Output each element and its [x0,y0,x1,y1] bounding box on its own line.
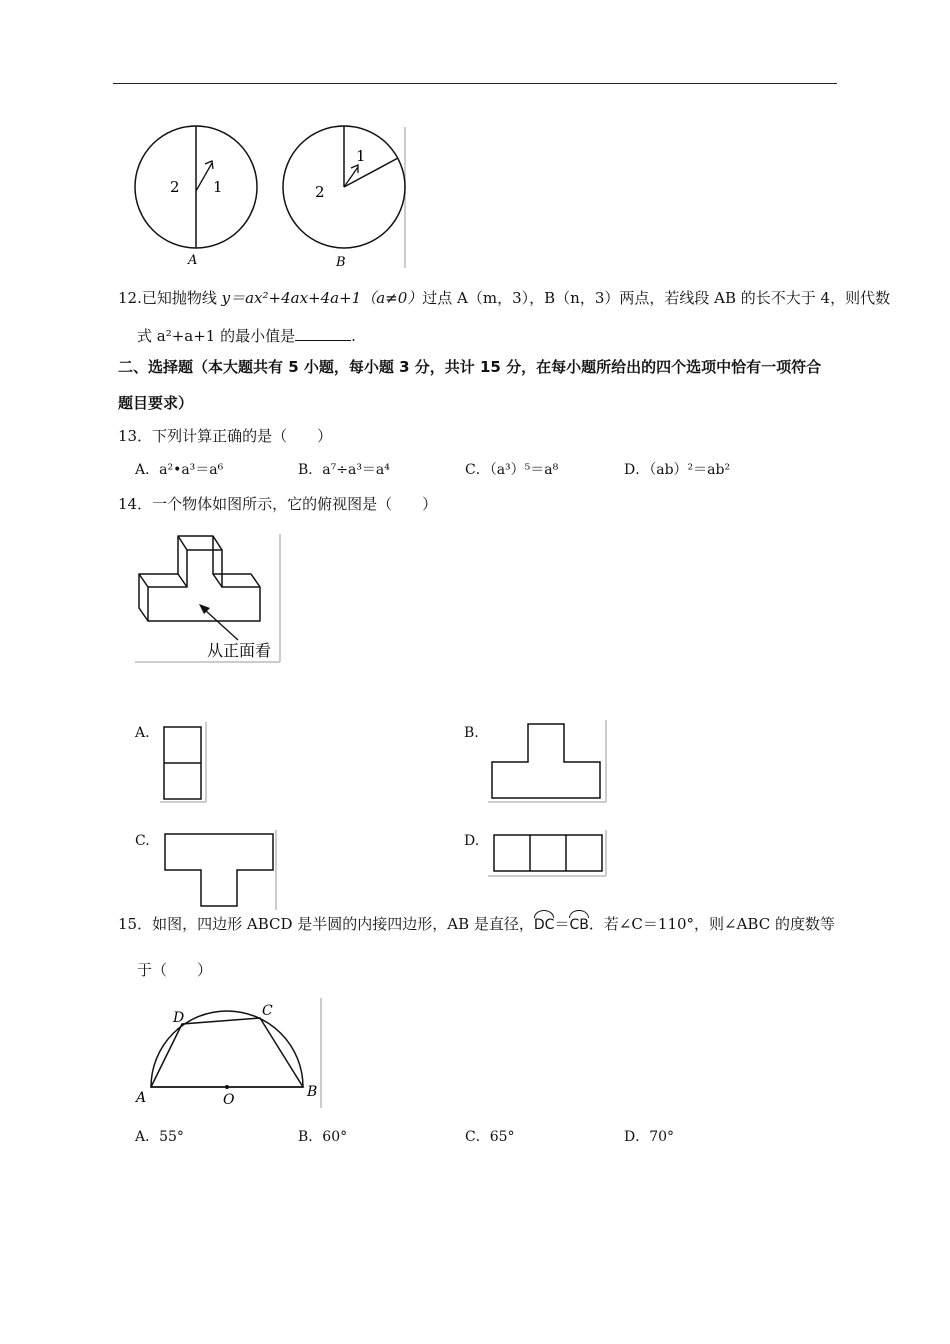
answer-blank[interactable] [295,326,351,341]
q15-semicircle-figure [134,996,326,1112]
sector-a-left-label: 2 [170,178,180,196]
q15-option-a[interactable]: A．55° [135,1129,184,1145]
q13-option-c[interactable]: C．（a³）⁵＝a⁸ [465,462,559,478]
q14-option-a-figure[interactable] [160,722,210,808]
q14-option-b-label[interactable]: B. [464,725,479,741]
view-direction-caption: 从正面看 [207,641,272,660]
sector-b-big-label: 2 [315,183,325,201]
sector-a-right-label: 1 [213,178,223,196]
point-a-label: A [136,1090,147,1106]
spinner-a-label: A [188,253,198,268]
q14-option-b-figure[interactable] [488,720,610,808]
q14-option-c-figure[interactable] [160,830,282,914]
q12-line1: 12.已知抛物线 y＝ax²+4ax+4a+1（a≠0）过点 A（m，3），B（n，3）两点，若线段 AB 的长不大于 4，则代数 [118,289,891,307]
q15-stem-line1: 15．如图，四边形 ABCD 是半圆的内接四边形，AB 是直径，DC＝CB．若∠C＝110°，则∠ABC 的度数等 [118,912,835,935]
sector-b-small-label: 1 [356,147,366,165]
spinner-figure [130,125,410,274]
q15-option-d[interactable]: D．70° [624,1129,675,1145]
point-o-label: O [223,1092,235,1108]
q13-option-b[interactable]: B．a⁷÷a³＝a⁴ [298,462,390,478]
point-d-label: D [173,1010,185,1026]
q13-option-a[interactable]: A．a²•a³＝a⁶ [135,462,224,478]
spinner-b-label: B [336,255,346,270]
q13-option-d[interactable]: D．（ab）²＝ab² [624,462,731,478]
header-rule [113,83,837,84]
q12-line2: 式 a²+a+1 的最小值是 . [137,327,356,345]
point-c-label: C [262,1003,273,1019]
arc-dc: DC [534,912,555,935]
q13-stem: 13．下列计算正确的是（ ） [118,427,333,445]
q15-stem-line2: 于（ ） [137,961,213,979]
section2-heading-line2: 题目要求） [118,394,194,412]
q14-option-d-label[interactable]: D. [464,833,480,849]
q14-solid-figure [134,532,284,668]
q14-stem: 14．一个物体如图所示，它的俯视图是（ ） [118,495,438,513]
q14-option-c-label[interactable]: C. [135,833,150,849]
q15-option-b[interactable]: B．60° [298,1129,348,1145]
q14-option-d-figure[interactable] [488,830,610,882]
arc-cb: CB [569,912,588,935]
q15-option-c[interactable]: C．65° [465,1129,515,1145]
section2-heading-line1: 二、选择题（本大题共有 5 小题，每小题 3 分，共计 15 分，在每小题所给出的四个选项中恰有一项符合 [118,358,822,376]
point-b-label: B [307,1084,318,1100]
q14-option-a-label[interactable]: A. [135,725,150,741]
